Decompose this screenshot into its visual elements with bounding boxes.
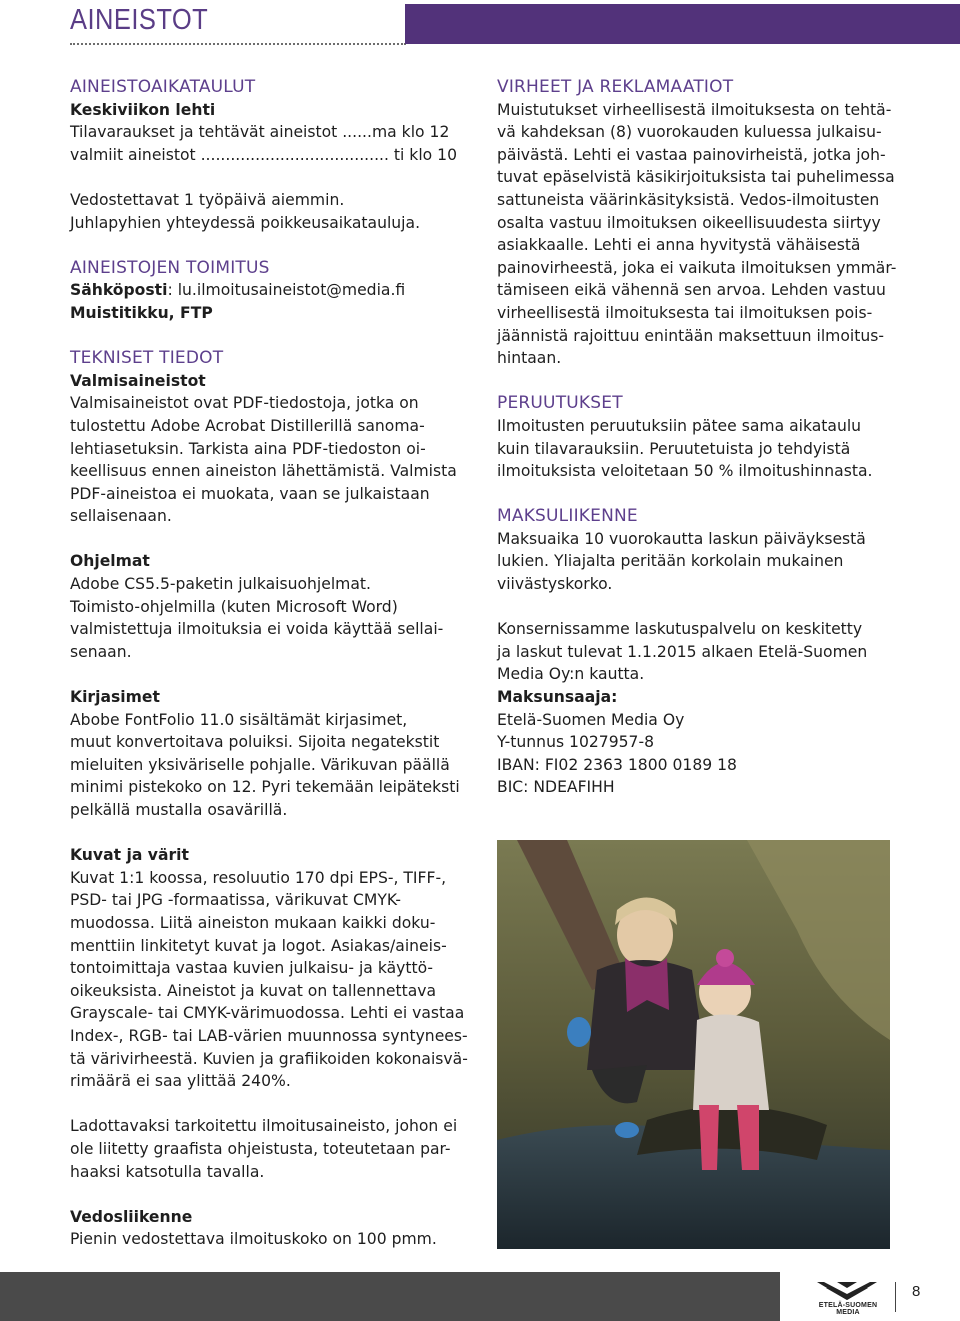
email-label: Sähköposti xyxy=(70,281,168,300)
text-line: rimäärä ei saa ylittää 240%. xyxy=(70,1072,291,1091)
text-line: kuin tilavarauksiin. Peruutetuista jo tehdyistä xyxy=(497,439,851,458)
text-line: ole liitetty graafista ohjeistusta, toteutetaan par- xyxy=(70,1139,451,1158)
text-line: osalta vastuu ilmoituksen oikeellisuudesta siirtyy xyxy=(497,213,881,232)
text-line: tulostettu Adobe Acrobat Distillerillä sanoma- xyxy=(70,416,425,435)
header-accent-bar xyxy=(405,4,960,44)
payee-line: Etelä-Suomen Media Oy xyxy=(497,710,685,729)
text-line: Konsernissamme laskutuspalvelu on keskitetty xyxy=(497,620,863,639)
page-number: 8 xyxy=(912,1283,921,1300)
logo-text: ETELÄ-SUOMEN MEDIA xyxy=(818,1302,878,1316)
left-column xyxy=(70,76,470,1251)
tech-subheading: Kirjasimet xyxy=(70,688,160,707)
text-line: Pienin vedostettava ilmoituskoko on 100 pmm. xyxy=(70,1230,437,1249)
text-line: Index-, RGB- tai LAB-värien muunnossa syntynees- xyxy=(70,1026,468,1045)
text-line: PDF-aineistoa ei muokata, vaan se julkaistaan xyxy=(70,484,430,503)
payee-line: BIC: NDEAFIHH xyxy=(497,778,615,797)
schedule-line: valmiit aineistot ...................................... ti klo 10 xyxy=(70,145,458,164)
delivery-email-line xyxy=(70,279,470,302)
text-line: menttiin linkitetyt kuvat ja logot. Asiakas/aineis- xyxy=(70,936,447,955)
photo-woman-and-child-by-water xyxy=(497,840,890,1249)
text-line: tämiseen eikä vähennä sen arvoa. Lehden vastuu xyxy=(497,281,886,300)
text-line: muodossa. Liitä aineiston mukaan kaikki doku- xyxy=(70,913,436,932)
text-line: hintaan. xyxy=(497,349,562,368)
text-line: haaksi katsotulla tavalla. xyxy=(70,1162,265,1181)
payment-heading: MAKSULIIKENNE xyxy=(497,506,638,527)
text-line: Toimisto-ohjelmilla (kuten Microsoft Word) xyxy=(70,597,398,616)
text-line: sellaisenaan. xyxy=(70,507,172,526)
text-line: tontoimittaja vastaa kuvien julkaisu- ja käyttö- xyxy=(70,959,434,978)
schedule-heading: AINEISTOAIKATAULUT xyxy=(70,77,256,97)
text-line: oikeuksista. Aineistot ja kuvat on tallennettava xyxy=(70,981,437,1000)
tech-subheading: Ohjelmat xyxy=(70,552,150,571)
payee-label: Maksunsaaja: xyxy=(497,688,618,707)
payee-line: Y-tunnus 1027957-8 xyxy=(497,733,655,752)
page-title: AINEISTOT xyxy=(70,4,209,36)
text-line: pelkällä mustalla osavärillä. xyxy=(70,801,288,819)
page-number-divider xyxy=(895,1282,896,1312)
text-line: minimi pistekoko on 12. Pyri tekemään leipäteksti xyxy=(70,778,460,797)
tech-heading: TEKNISET TIEDOT xyxy=(70,348,224,369)
email-value: : lu.ilmoitusaineistot@media.fi xyxy=(167,281,406,300)
tech-subheading: Valmisaineistot xyxy=(70,371,206,390)
text-line: Abobe FontFolio 11.0 sisältämät kirjasimet, xyxy=(70,710,408,729)
title-dotted-rule xyxy=(70,43,406,45)
errors-heading: VIRHEET JA REKLAMAATIOT xyxy=(497,77,734,97)
text-line: muut konvertoitava poluiksi. Sijoita negatekstit xyxy=(70,733,440,752)
right-column xyxy=(497,76,897,799)
text-line: viivästyskorko. xyxy=(497,575,613,594)
text-line: Muistutukset virheellisestä ilmoituksesta on tehtä- xyxy=(497,100,892,119)
payee-line: IBAN: FI02 2363 1800 0189 18 xyxy=(497,755,737,774)
text-line: Valmisaineistot ovat PDF-tiedostoja, jotka on xyxy=(70,394,419,413)
cancel-heading: PERUUTUKSET xyxy=(497,393,623,414)
text-line: senaan. xyxy=(70,642,132,661)
delivery-heading: AINEISTOJEN TOIMITUS xyxy=(70,257,270,278)
text-line: jäännistä rajoittuu enintään maksettuun ilmoitus- xyxy=(497,326,884,345)
text-line: mieluiten yksiväriselle pohjalle. Värikuvan päällä xyxy=(70,755,450,774)
text-line: asiakkaalle. Lehti ei anna hyvitystä vähäisestä xyxy=(497,236,861,255)
text-line: lehtiasetuksin. Tarkista aina PDF-tiedoston oi- xyxy=(70,439,426,458)
text-line: Adobe CS5.5-paketin julkaisuohjelmat. xyxy=(70,575,372,594)
text-line: vä kahdeksan (8) vuorokauden kuluessa julkaisu- xyxy=(497,123,882,142)
text-line: ilmoituksista veloitetaan 50 % ilmoitushinnasta. xyxy=(497,462,873,481)
text-line: tuvat epäselvistä käsikirjoituksista tai puhelimessa xyxy=(497,168,895,187)
text-line: valmistettuja ilmoituksia ei voida käyttää sellai- xyxy=(70,620,444,639)
text-line: virheellisestä ilmoituksesta tai ilmoituksen pois- xyxy=(497,303,873,322)
text-line: Maksuaika 10 vuorokautta laskun päiväyksestä xyxy=(497,529,866,548)
schedule-line: Vedostettavat 1 työpäivä aiemmin. xyxy=(70,190,345,209)
text-line: ja laskut tulevat 1.1.2015 alkaen Etelä-Suomen xyxy=(497,642,868,661)
schedule-subheading: Keskiviikon lehti xyxy=(70,100,216,119)
schedule-line: Juhlapyhien yhteydessä poikkeusaikatauluja. xyxy=(70,213,421,232)
text-line: Ilmoitusten peruutuksiin pätee sama aikataulu xyxy=(497,416,862,435)
text-line: Grayscale- tai CMYK-värimuodossa. Lehti ei vastaa xyxy=(70,1004,465,1023)
tech-subheading: Kuvat ja värit xyxy=(70,846,189,865)
text-line: sattuneista väärinkäsityksistä. Vedos-ilmoitusten xyxy=(497,190,880,209)
schedule-line: Tilavaraukset ja tehtävät aineistot ......ma klo 12 xyxy=(70,123,450,142)
text-line: päivästä. Lehti ei vastaa painovirheistä, jotka joh- xyxy=(497,145,886,164)
text-line: tä värivirheestä. Kuvien ja grafiikoiden kokonaisvä- xyxy=(70,1049,468,1068)
delivery-methods: Muistitikku, FTP xyxy=(70,303,213,322)
text-line: Ladottavaksi tarkoitettu ilmoitusaineisto, johon ei xyxy=(70,1117,458,1136)
text-line: PSD- tai JPG -formaatissa, värikuvat CMYK- xyxy=(70,891,402,910)
text-line: Media Oy:n kautta. xyxy=(497,665,645,684)
tech-subheading: Vedosliikenne xyxy=(70,1207,193,1226)
text-line: keellisuus ennen aineiston lähettämistä. Valmista xyxy=(70,462,457,481)
text-line: lukien. Yliajalta peritään korkolain mukainen xyxy=(497,552,844,571)
text-line: painovirheestä, joka ei vaikuta ilmoituksen ymmär- xyxy=(497,258,897,277)
text-line: Kuvat 1:1 koossa, resoluutio 170 dpi EPS-, TIFF-, xyxy=(70,868,447,887)
